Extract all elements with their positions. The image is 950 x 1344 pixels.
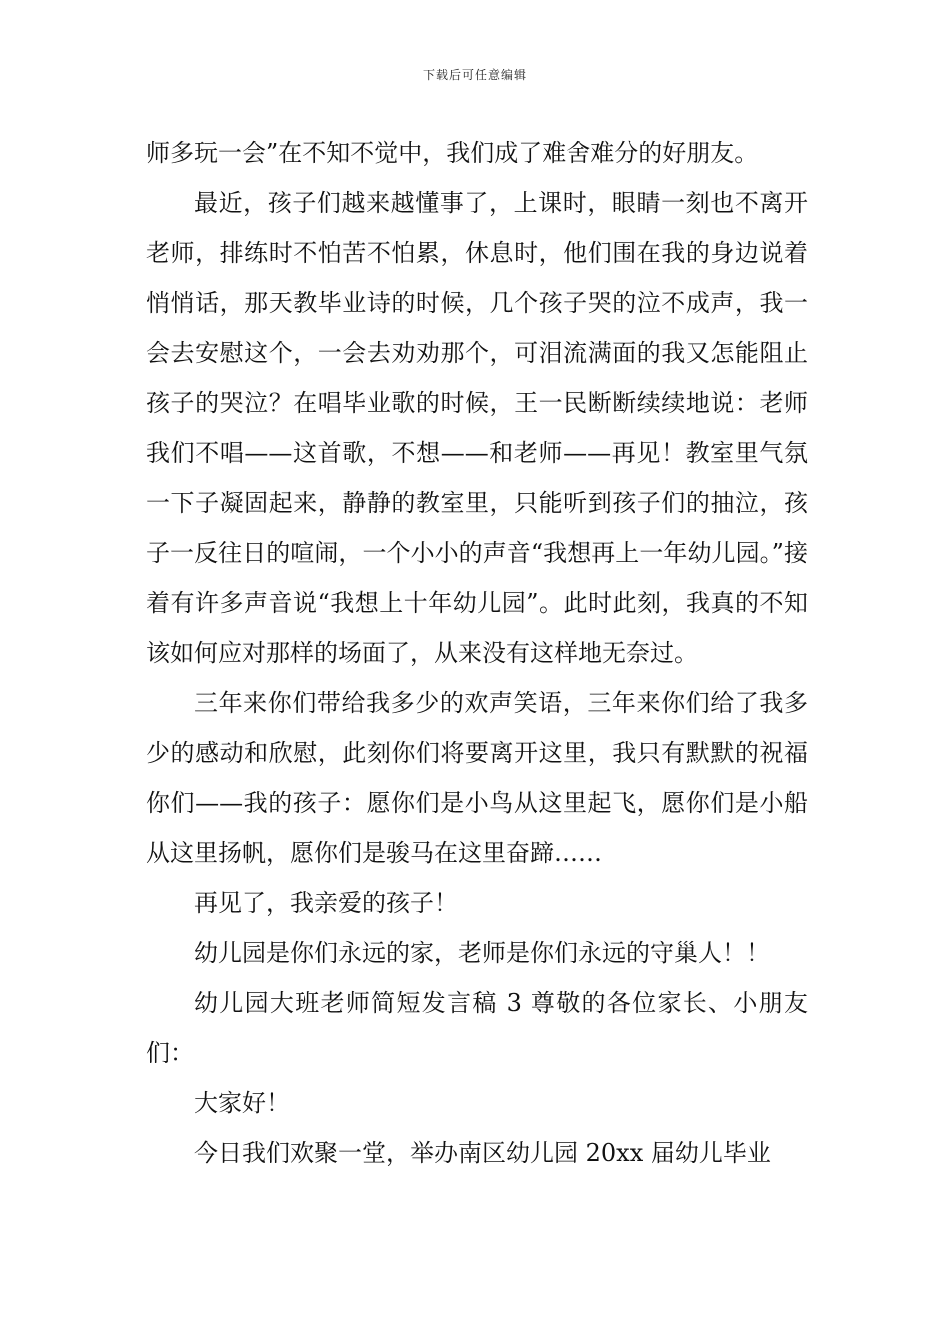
paragraph-home: 幼儿园是你们永远的家，老师是你们永远的守巢人！！ [194,939,770,967]
paragraph-opening: 今日我们欢聚一堂，举办南区幼儿园 20xx 届幼儿毕业 [194,1139,771,1167]
paragraph-farewell: 再见了，我亲爱的孩子！ [194,889,458,917]
paragraph-greeting: 大家好！ [194,1089,290,1117]
paragraph-recent-days: 最近，孩子们越来越懂事了，上课时，眼睛一刻也不离开老师，排练时不怕苦不怕累，休息时，他们围在我的身边说着悄悄话，那天教毕业诗的时候，几个孩子哭的泣不成声，我一会去安慰这个，一会去劝劝那个，可泪流满面的我又怎能阻止孩子的哭泣？在唱毕业歌的时候，王一民断断续续地说：老师我们不唱——这首歌，不想——和老师——再见！教室里气氛一下子凝固起来，静静的教室里，只能听到孩子们的抽泣，孩子一反往日的喧闹，一个小小的声音“我想再上一年幼儿园。”接着有许多声音说“我想上十年幼儿园”。此时此刻，我真的不知该如何应对那样的场面了，从来没有这样地无奈过。 [146,189,808,667]
paragraph-three-years: 三年来你们带给我多少的欢声笑语，三年来你们给了我多少的感动和欣慰，此刻你们将要离开这里，我只有默默的祝福你们——我的孩子：愿你们是小鸟从这里起飞，愿你们是小船从这里扬帆，愿你们是骏马在这里奋蹄…… [146,689,808,867]
page-header: 下载后可任意编辑 [422,68,527,82]
paragraph-speech-title: 幼儿园大班老师简短发言稿 3 尊敬的各位家长、小朋友们： [146,989,808,1067]
paragraph-continuation: 师多玩一会”在不知不觉中，我们成了难舍难分的好朋友。 [146,139,759,167]
document-body [146,128,808,1178]
